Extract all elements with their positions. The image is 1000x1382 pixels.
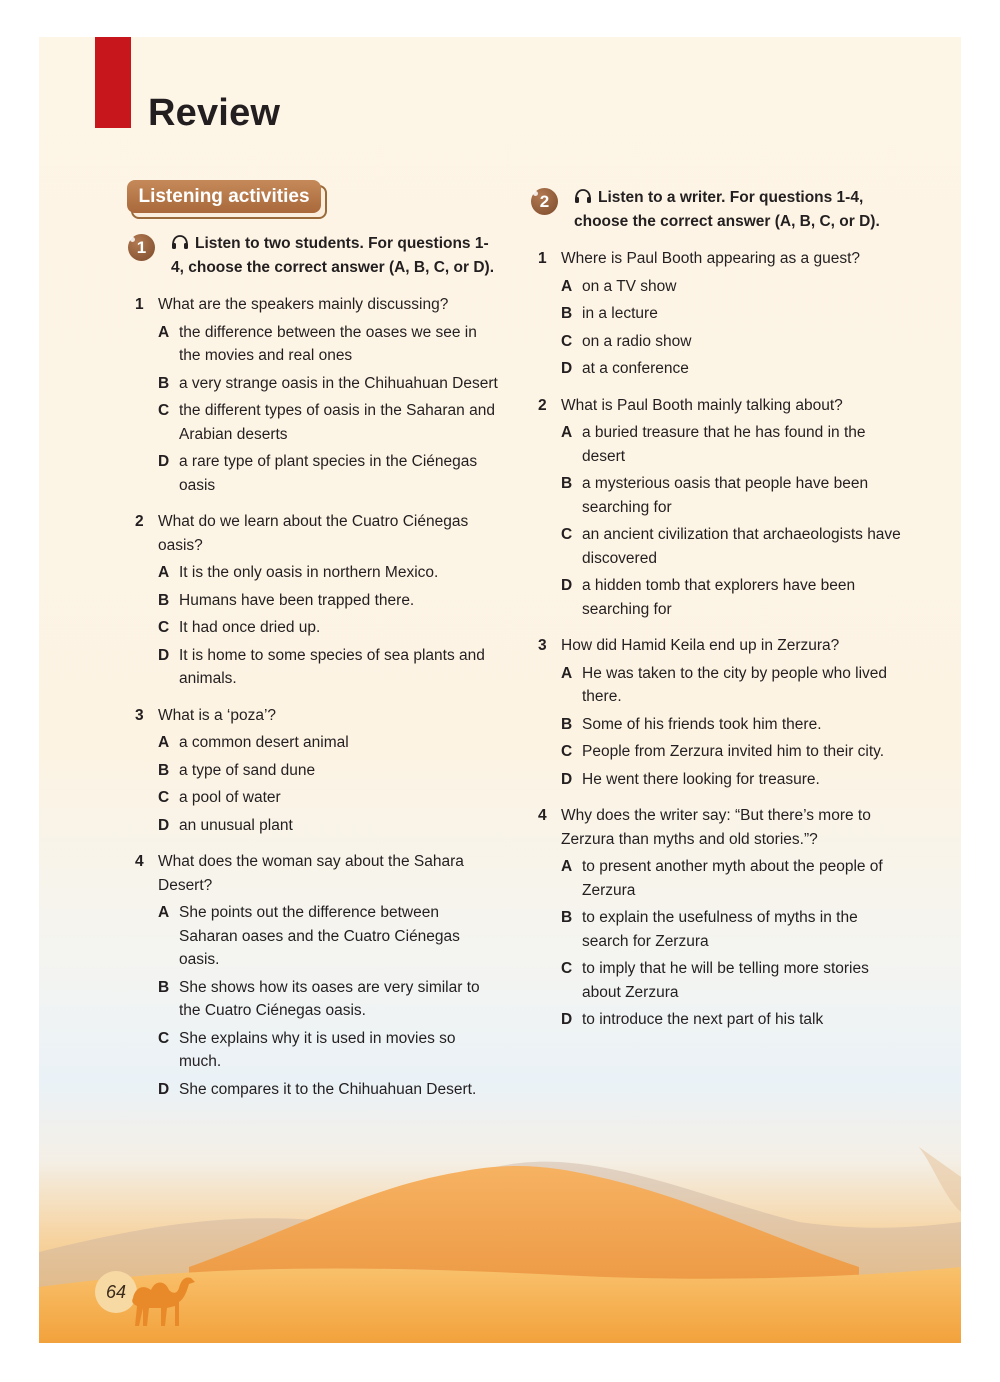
activity-number-badge: 2 xyxy=(531,188,558,215)
option-text: to imply that he will be telling more stories about Zerzura xyxy=(582,960,869,1001)
answer-option[interactable] xyxy=(531,1008,901,1032)
activity-number-badge: 1 xyxy=(128,234,155,261)
option-text: a pool of water xyxy=(179,789,281,806)
activity-1 xyxy=(128,232,498,1114)
option-text: to introduce the next part of his talk xyxy=(582,1011,824,1028)
answer-option[interactable] xyxy=(128,786,498,810)
question-number: 1 xyxy=(538,250,547,267)
option-letter: C xyxy=(561,332,573,350)
activity-2-header xyxy=(531,186,901,233)
answer-option[interactable] xyxy=(531,768,901,792)
answer-option[interactable] xyxy=(128,814,498,838)
answer-option[interactable] xyxy=(531,574,901,621)
question-number: 2 xyxy=(135,513,144,530)
option-text: at a conference xyxy=(582,360,689,377)
option-text: an unusual plant xyxy=(179,816,293,834)
option-letter: A xyxy=(561,858,573,875)
option-text: an ancient civilization that archaeologists have discovered xyxy=(582,526,901,567)
option-text: She shows how its oases are very similar to the Cuatro Ciénegas oasis. xyxy=(179,978,480,1019)
question xyxy=(531,247,901,381)
option-text: It is home to some species of sea plants and animals. xyxy=(179,646,485,687)
option-letter: B xyxy=(561,305,573,322)
answer-option[interactable] xyxy=(531,662,901,709)
answer-option[interactable] xyxy=(128,372,498,396)
option-letter: B xyxy=(561,715,573,733)
answer-option[interactable] xyxy=(128,1027,498,1074)
option-letter: A xyxy=(561,424,573,441)
answer-option[interactable] xyxy=(531,855,901,902)
question-number: 1 xyxy=(135,296,144,313)
option-letter: D xyxy=(561,577,573,594)
option-letter: A xyxy=(158,734,170,751)
answer-option[interactable] xyxy=(128,561,498,585)
option-text: She points out the difference between Saharan oases and the Cuatro Ciénegas oasis. xyxy=(179,904,460,968)
question-text: What is Paul Booth mainly talking about? xyxy=(561,396,843,414)
option-text: to present another myth about the people of Zerzura xyxy=(582,858,883,899)
option-letter: C xyxy=(158,402,170,419)
answer-option[interactable] xyxy=(128,901,498,972)
answer-option[interactable] xyxy=(128,450,498,497)
headphones-icon xyxy=(574,188,592,204)
headphones-icon xyxy=(171,234,189,250)
option-text: a type of sand dune xyxy=(179,761,316,779)
option-letter: C xyxy=(158,619,170,636)
answer-option[interactable] xyxy=(128,731,498,755)
option-text: It is the only oasis in northern Mexico. xyxy=(179,564,439,581)
option-text: a buried treasure that he has found in the desert xyxy=(582,424,866,465)
option-letter: A xyxy=(561,277,573,295)
option-text: Humans have been trapped there. xyxy=(179,591,415,609)
answer-option[interactable] xyxy=(128,589,498,613)
answer-option[interactable] xyxy=(128,759,498,783)
activity-instruction-text: Listen to a writer. For questions 1-4, choose the correct answer (A, B, C, or D). xyxy=(574,189,880,230)
option-letter: C xyxy=(158,1029,170,1047)
question-number: 4 xyxy=(538,807,547,824)
page-number: 64 xyxy=(95,1271,137,1313)
question xyxy=(531,634,901,791)
question xyxy=(128,704,498,838)
question-text: What are the speakers mainly discussing? xyxy=(158,296,449,313)
option-letter: D xyxy=(561,1011,573,1028)
option-text: in a lecture xyxy=(582,305,658,322)
option-letter: B xyxy=(561,909,573,926)
question-text: Why does the writer say: “But there’s more to Zerzura than myths and old stories.”? xyxy=(561,807,871,848)
option-letter: C xyxy=(561,960,573,977)
question-number: 4 xyxy=(135,853,144,870)
answer-option[interactable] xyxy=(531,275,901,299)
option-letter: B xyxy=(158,374,170,392)
question-text: What do we learn about the Cuatro Ciénegas oasis? xyxy=(158,513,469,554)
option-letter: D xyxy=(158,453,170,470)
question-number: 3 xyxy=(538,637,547,654)
section-tag xyxy=(127,180,324,215)
option-letter: C xyxy=(561,743,573,760)
activity-instruction-text: Listen to two students. For questions 1-4, choose the correct answer (A, B, C, or D). xyxy=(171,235,494,276)
option-letter: D xyxy=(561,360,573,377)
question xyxy=(128,850,498,1101)
answer-option[interactable] xyxy=(128,976,498,1023)
option-text: Some of his friends took him there. xyxy=(582,715,822,733)
question xyxy=(128,510,498,691)
question xyxy=(128,293,498,497)
activity-instruction xyxy=(574,186,901,233)
camel-icon xyxy=(123,1268,198,1330)
question-text: Where is Paul Booth appearing as a guest? xyxy=(561,250,860,267)
answer-option[interactable] xyxy=(531,330,901,354)
option-text: to explain the usefulness of myths in the search for Zerzura xyxy=(582,909,858,950)
option-letter: D xyxy=(158,1080,170,1098)
answer-option[interactable] xyxy=(531,713,901,737)
answer-option[interactable] xyxy=(531,472,901,519)
question-text: What is a ‘poza’? xyxy=(158,706,277,724)
option-letter: A xyxy=(158,323,170,341)
answer-option[interactable] xyxy=(128,616,498,640)
option-text: a common desert animal xyxy=(179,734,349,751)
option-text: a hidden tomb that explorers have been searching for xyxy=(582,577,856,618)
answer-option[interactable] xyxy=(531,957,901,1004)
option-text: People from Zerzura invited him to their city. xyxy=(582,743,885,760)
option-text: on a TV show xyxy=(582,277,677,295)
option-letter: A xyxy=(158,904,170,921)
answer-option[interactable] xyxy=(128,1078,498,1102)
option-text: She explains why it is used in movies so much. xyxy=(179,1029,456,1070)
page-title: Review xyxy=(148,92,281,134)
option-letter: A xyxy=(158,564,170,581)
option-letter: D xyxy=(158,816,170,834)
answer-option[interactable] xyxy=(128,644,498,691)
question xyxy=(531,804,901,1032)
question-text: What does the woman say about the Sahara Desert? xyxy=(158,853,464,894)
answer-option[interactable] xyxy=(128,399,498,446)
option-letter: D xyxy=(561,770,573,788)
option-text: He went there looking for treasure. xyxy=(582,770,820,788)
option-text: the different types of oasis in the Saharan and Arabian deserts xyxy=(179,402,495,443)
option-letter: B xyxy=(158,978,170,996)
option-letter: B xyxy=(158,591,170,609)
activity-2 xyxy=(531,186,901,1045)
answer-option[interactable] xyxy=(531,906,901,953)
option-text: He was taken to the city by people who lived there. xyxy=(582,664,888,705)
option-letter: D xyxy=(158,646,170,664)
option-text: It had once dried up. xyxy=(179,619,321,636)
activity-1-header xyxy=(128,232,498,279)
answer-option[interactable] xyxy=(531,523,901,570)
answer-option[interactable] xyxy=(531,740,901,764)
question xyxy=(531,394,901,622)
option-text: the difference between the oases we see in the movies and real ones xyxy=(179,323,477,364)
answer-option[interactable] xyxy=(128,321,498,368)
question-number: 3 xyxy=(135,706,144,724)
option-letter: B xyxy=(561,475,573,492)
option-text: She compares it to the Chihuahuan Desert. xyxy=(179,1080,477,1098)
option-letter: C xyxy=(561,526,573,543)
question-text: How did Hamid Keila end up in Zerzura? xyxy=(561,637,840,654)
option-letter: A xyxy=(561,664,573,682)
title-accent-bar xyxy=(95,37,131,128)
section-tag-label: Listening activities xyxy=(127,180,321,213)
activity-instruction xyxy=(171,232,498,279)
option-text: a very strange oasis in the Chihuahuan Desert xyxy=(179,374,498,392)
option-text: on a radio show xyxy=(582,332,692,350)
option-text: a mysterious oasis that people have been searching for xyxy=(582,475,869,516)
option-letter: B xyxy=(158,761,170,779)
answer-option[interactable] xyxy=(531,421,901,468)
option-text: a rare type of plant species in the Ciénegas oasis xyxy=(179,453,478,494)
answer-option[interactable] xyxy=(531,302,901,326)
question-number: 2 xyxy=(538,396,547,414)
option-letter: C xyxy=(158,789,170,806)
answer-option[interactable] xyxy=(531,357,901,381)
